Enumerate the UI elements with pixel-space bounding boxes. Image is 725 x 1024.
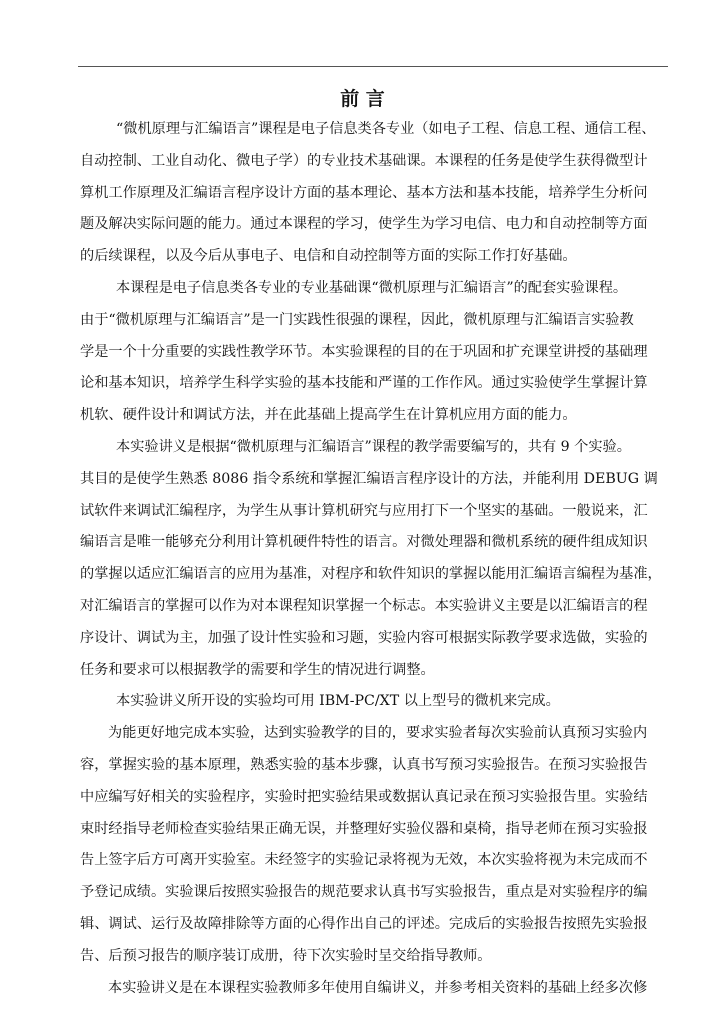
text-line: 论和基本知识，培养学生科学实验的基本技能和严谨的工作作风。通过实验使学生掌握计算 [80, 375, 648, 392]
text-line: “微机原理与汇编语言”课程是电子信息类各专业（如电子工程、信息工程、通信工程、 [116, 121, 656, 137]
text-line: 题及解决实际问题的能力。通过本课程的学习，使学生为学习电信、电力和自动控制等方面 [80, 216, 648, 233]
text-line: 由于“微机原理与汇编语言”是一门实践性很强的课程，因此，微机原理与汇编语言实验教 [80, 311, 634, 328]
text-line: 自动控制、工业自动化、微电子学）的专业技术基础课。本课程的任务是使学生获得微型计 [80, 152, 648, 169]
text-line: 其目的是使学生熟悉 8086 指令系统和掌握汇编语言程序设计的方法，并能利用 DEBUG 调 [80, 470, 658, 487]
text-line: 中应编写好相关的实验程序，实验时把实验结果或数据认真记录在预习实验报告里。实验结 [80, 788, 648, 805]
text-line: 的掌握以适应汇编语言的应用为基准，对程序和软件知识的掌握以能用汇编语言编程为基准， [80, 566, 662, 583]
text-line: 本课程是电子信息类各专业的专业基础课“微机原理与汇编语言”的配套实验课程。 [116, 279, 628, 296]
text-line: 序设计、调试为主，加强了设计性实验和习题，实验内容可根据实际教学要求选做，实验的 [80, 629, 648, 646]
text-line: 任务和要求可以根据教学的需要和学生的情况进行调整。 [80, 661, 435, 678]
body-text [80, 114, 672, 1004]
text-line: 学是一个十分重要的实践性教学环节。本实验课程的目的在于巩固和扩充课堂讲授的基础理 [80, 343, 648, 360]
text-line: 告上签字后方可离开实验室。未经签字的实验记录将视为无效，本次实验将视为未完成而不 [80, 852, 648, 869]
text-line: 编语言是唯一能够充分利用计算机硬件特性的语言。对微处理器和微机系统的硬件组成知识 [80, 534, 648, 551]
text-line: 算机工作原理及汇编语言程序设计方面的基本理论、基本方法和基本技能，培养学生分析问 [80, 184, 648, 201]
text-line: 本实验讲义所开设的实验均可用 IBM-PC/XT 以上型号的微机来完成。 [116, 693, 560, 710]
page-title: 前 言 [340, 88, 385, 110]
text-line: 的后续课程，以及今后从事电子、电信和自动控制等方面的实际工作打好基础。 [80, 248, 577, 265]
text-line: 试软件来调试汇编程序，为学生从事计算机研究与应用打下一个坚实的基础。一般说来，汇 [80, 502, 648, 519]
text-line: 容，掌握实验的基本原理，熟悉实验的基本步骤，认真书写预习实验报告。在预习实验报告 [80, 756, 648, 773]
text-line: 本实验讲义是根据“微机原理与汇编语言”课程的教学需要编写的，共有 9 个实验。 [116, 438, 631, 455]
text-line: 告、后预习报告的顺序装订成册，待下次实验时呈交给指导教师。 [80, 947, 492, 964]
text-line: 对汇编语言的掌握可以作为对本课程知识掌握一个标志。本实验讲义主要是以汇编语言的程 [80, 597, 648, 614]
text-line: 为能更好地完成本实验，达到实验教学的目的，要求实验者每次实验前认真预习实验内 [108, 725, 648, 742]
text-line: 予登记成绩。实验课后按照实验报告的规范要求认真书写实验报告，重点是对实验程序的编 [80, 884, 648, 901]
text-line: 机软、硬件设计和调试方法，并在此基础上提高学生在计算机应用方面的能力。 [80, 407, 577, 424]
text-line: 辑、调试、运行及故障排除等方面的心得作出自己的评述。完成后的实验报告按照先实验报 [80, 915, 648, 932]
text-line: 本实验讲义是在本课程实验教师多年使用自编讲义，并参考相关资料的基础上经多次修 [108, 979, 648, 996]
header-rule [78, 66, 668, 67]
text-line: 束时经指导老师检查实验结果正确无误，并整理好实验仪器和桌椅，指导老师在预习实验报 [80, 820, 648, 837]
